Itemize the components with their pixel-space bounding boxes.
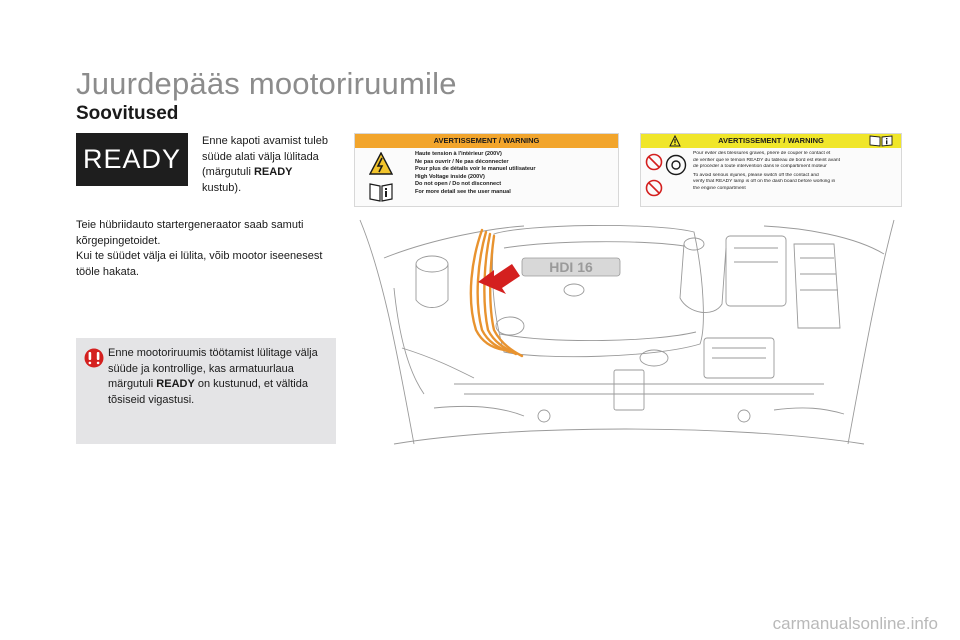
warning-label-high-voltage bbox=[354, 133, 619, 207]
intro-text-bold: READY bbox=[253, 166, 293, 178]
warning-triangle-icon bbox=[669, 135, 681, 147]
engine-compartment-icon bbox=[354, 218, 901, 446]
label-line: de vérifier que le témoin READY du tableau de bord est éteint avant bbox=[693, 157, 840, 163]
footer-watermark[interactable]: carmanualsonline.info bbox=[772, 614, 938, 633]
hdi-badge bbox=[522, 258, 620, 276]
paragraph-line: Teie hübriidauto startergeneraator saab samuti kõrgepingetoidet. bbox=[76, 219, 304, 247]
label-line: For more detail see the user manual bbox=[415, 188, 511, 195]
label-line: de procéder à toute intervention dans le compartiment moteur bbox=[693, 164, 827, 170]
label-line: verify that READY lamp is off on the dash board before working in bbox=[693, 179, 836, 185]
label-line: Haute tension à l'intérieur (200V) bbox=[415, 151, 502, 157]
body-paragraph bbox=[76, 218, 338, 280]
intro-text-tail: kustub). bbox=[202, 181, 242, 194]
label-line: Pour plus de détails voir le manuel utilisateur bbox=[415, 166, 536, 173]
warning-exclamation-icon bbox=[84, 348, 104, 368]
label-line: To avoid serious injuries, please switch off the contact and bbox=[693, 172, 819, 178]
section-subtitle: Soovitused bbox=[76, 103, 179, 124]
label-line: Pour éviter des blessures graves, prière de couper le contact et bbox=[693, 151, 831, 156]
warning-text-main: Enne mootoriruumis töötamist lülitage välja süüde ja kontrollige, kas armatuurlaua märgutuli bbox=[108, 347, 318, 390]
warning-text bbox=[108, 346, 324, 408]
warning-label-injury bbox=[640, 133, 902, 207]
hdi-badge-text: HDI 16 bbox=[549, 259, 593, 275]
intro-text bbox=[202, 134, 330, 196]
no-access-icon bbox=[665, 154, 687, 176]
label-header: AVERTISSEMENT / WARNING bbox=[641, 134, 901, 148]
label-line: Do not open / Do not disconnect bbox=[415, 181, 502, 188]
warning-text-tail: on kustunud, et vältida tõsiseid vigastusi. bbox=[108, 378, 308, 406]
intro-text-main: Enne kapoti avamist tuleb süüde alati välja lülitada (märgutuli bbox=[202, 135, 328, 178]
label-line: the engine compartment bbox=[693, 185, 746, 191]
manual-book-icon bbox=[869, 135, 893, 147]
label-line: Ne pas ouvrir / Ne pas déconnecter bbox=[415, 158, 509, 165]
label-line: High Voltage inside (200V) bbox=[415, 173, 485, 180]
ready-badge: READY bbox=[76, 133, 188, 186]
paragraph-line: Kui te süüdet välja ei lülita, võib mootor iseenesest tööle hakata. bbox=[76, 250, 323, 278]
manual-book-icon bbox=[369, 182, 393, 202]
no-touch-icon bbox=[645, 152, 663, 200]
label-header: AVERTISSEMENT / WARNING bbox=[355, 134, 618, 148]
high-voltage-icon bbox=[369, 152, 393, 176]
warning-text-bold: READY bbox=[156, 378, 195, 390]
page-title: Juurdepääs mootoriruumile bbox=[76, 66, 457, 101]
